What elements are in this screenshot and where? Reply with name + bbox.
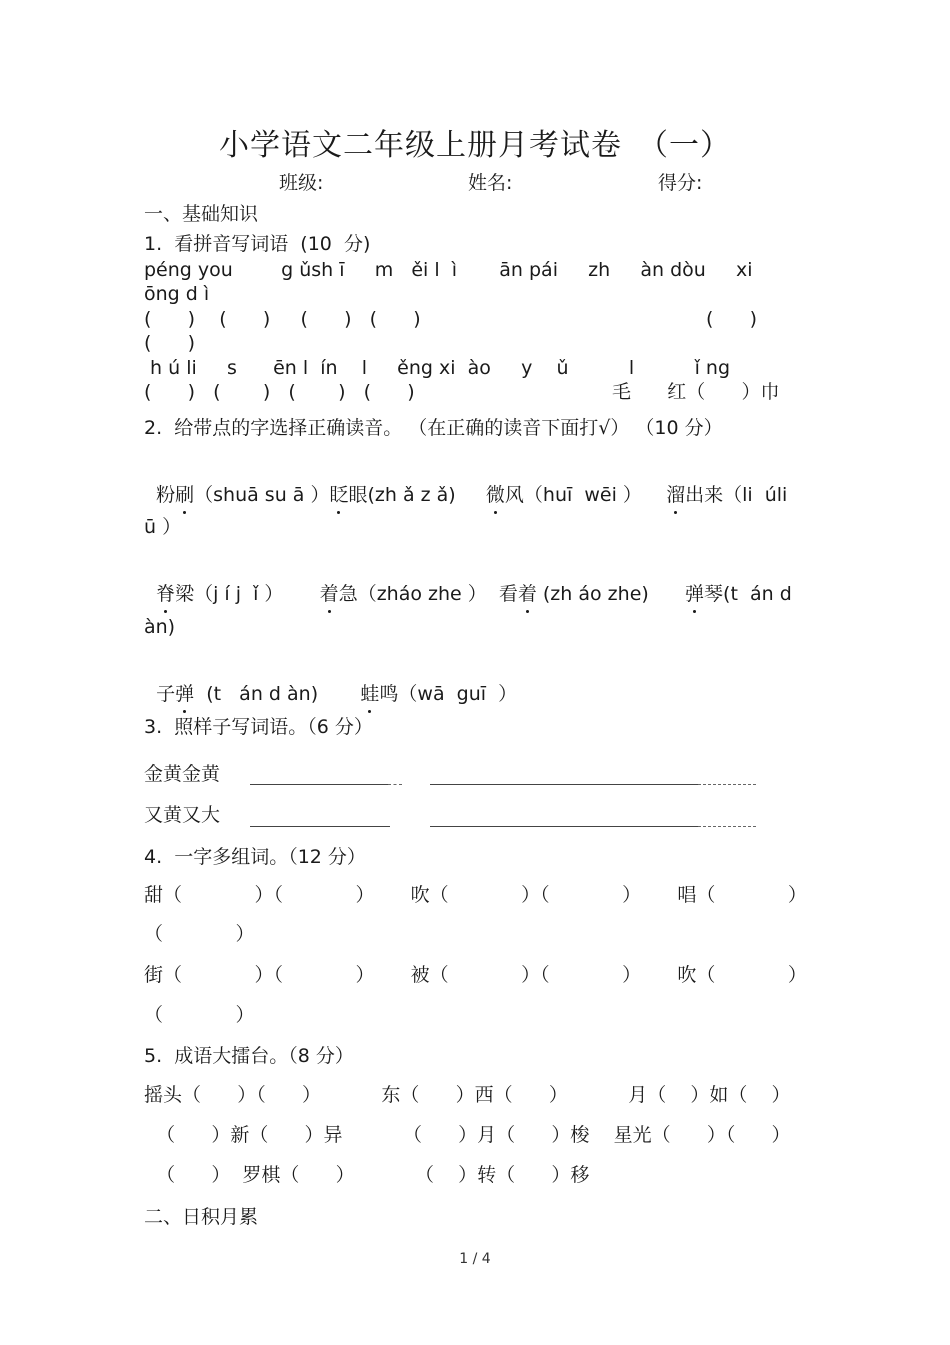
- q1-heading: 1. 看拼音写词语 (10 分): [144, 233, 371, 255]
- q2-dotted-char-zhao: 着: [319, 583, 339, 605]
- q4-heading: 4. 一字多组词。（12 分）: [144, 846, 366, 868]
- q2-option-wa: 鸣（wā guī ）: [379, 683, 518, 705]
- q2-option-zhao: 急（zháo zhe ） 看: [338, 583, 518, 605]
- q2-char-zi: 子: [156, 683, 176, 705]
- q2-option-ji: 梁（j í j ǐ ）: [175, 583, 320, 605]
- score-label: 得分:: [658, 172, 703, 194]
- q3-answer-line[interactable]: [250, 784, 388, 785]
- q3-dash-line: [698, 826, 756, 827]
- q2-row2-wrap: àn): [144, 616, 176, 638]
- q4-row2: 街（ ）（ ） 被（ ）（ ） 吹（ ）: [144, 964, 807, 986]
- q2-heading: 2. 给带点的字选择正确读音。 （在正确的读音下面打√） （10 分）: [144, 417, 723, 439]
- q2-char-fen: 粉: [156, 484, 176, 506]
- q2-dotted-char-shua: 刷: [175, 484, 195, 506]
- class-label: 班级:: [279, 172, 324, 194]
- q5-row1: 摇头（ ）（ ） 东（ ）西（ ） 月（ ）如（ ）: [144, 1084, 791, 1106]
- section-daily-accumulation: 二、日积月累: [144, 1206, 259, 1228]
- q2-option-dan: (t án d àn): [194, 683, 361, 705]
- q2-dotted-char-tan: 弹: [685, 583, 705, 605]
- name-label: 姓名:: [468, 172, 513, 194]
- q2-option-shua: （shuā su ā ）: [194, 484, 330, 506]
- section-basic-knowledge: 一、基础知识: [144, 203, 259, 225]
- q2-dotted-char-ji: 脊: [156, 583, 176, 605]
- q1-pinyin-row1: péng you g ǔsh ī m ěi l ì ān pái zh àn dòu xi: [144, 259, 753, 281]
- page-number: 1 / 4: [459, 1251, 491, 1267]
- q1-pinyin-row1-wrap: ōng d ì: [144, 283, 210, 305]
- q2-dotted-char-liu: 溜: [666, 484, 686, 506]
- q1-pinyin-row2: h ú li s ēn l ín l ěng xi ào y ǔ l ǐ ng: [144, 357, 731, 379]
- q3-dash-line: [698, 784, 756, 785]
- q1-answer-parens-row2: ( ) ( ) ( ) ( ): [144, 381, 415, 403]
- q4-row2-wrap: （ ）: [144, 1004, 255, 1026]
- q2-option-zhe: (zh áo zhe): [536, 583, 686, 605]
- q2-dotted-char-dan: 弹: [175, 683, 195, 705]
- q3-answer-line[interactable]: [430, 826, 698, 827]
- q5-row2: （ ）新（ ）异 （ ）月（ ）梭 星光（ ）（ ）: [144, 1124, 791, 1146]
- q2-dotted-char-zha: 眨: [329, 484, 349, 506]
- q5-heading: 5. 成语大擂台。（8 分）: [144, 1045, 354, 1067]
- q1-maohongjin-clue: 毛 红（ ）巾: [612, 381, 780, 403]
- q2-option-zha: 眼(zh ǎ z ǎ): [348, 484, 486, 506]
- q3-example-jinhuang: 金黄金黄: [144, 763, 221, 785]
- q3-answer-line[interactable]: [250, 826, 390, 827]
- q3-dash-line: [388, 784, 402, 785]
- q2-dotted-char-zhe: 着: [517, 583, 537, 605]
- q1-answer-parens-row1: ( ) ( ) ( ) ( ): [144, 308, 421, 330]
- q2-row1-wrap: ū ）: [144, 516, 182, 538]
- q2-dotted-char-wei: 微: [485, 484, 505, 506]
- q2-row3: [144, 658, 517, 706]
- q2-option-tan: 琴(t án d: [704, 583, 792, 605]
- q2-dotted-char-wa: 蛙: [360, 683, 380, 705]
- page-title: 小学语文二年级上册月考试卷 （一）: [219, 128, 731, 163]
- q2-row2: [144, 558, 792, 606]
- q2-row1: [144, 459, 787, 507]
- q2-option-wei: 风（huī wēi ）: [504, 484, 667, 506]
- q2-option-liu: 出来（li úli: [685, 484, 788, 506]
- q1-answer-paren-right: ( ): [706, 308, 758, 330]
- q4-row1: 甜（ ）（ ） 吹（ ）（ ） 唱（ ）: [144, 884, 807, 906]
- q3-heading: 3. 照样子写词语。（6 分）: [144, 716, 373, 738]
- q4-row1-wrap: （ ）: [144, 923, 255, 945]
- q1-answer-paren-wrap: ( ): [144, 332, 196, 354]
- q3-answer-line[interactable]: [430, 784, 698, 785]
- q3-example-youhuangyouda: 又黄又大: [144, 804, 221, 826]
- q5-row3: （ ） 罗棋（ ） （ ）转（ ）移: [144, 1164, 590, 1186]
